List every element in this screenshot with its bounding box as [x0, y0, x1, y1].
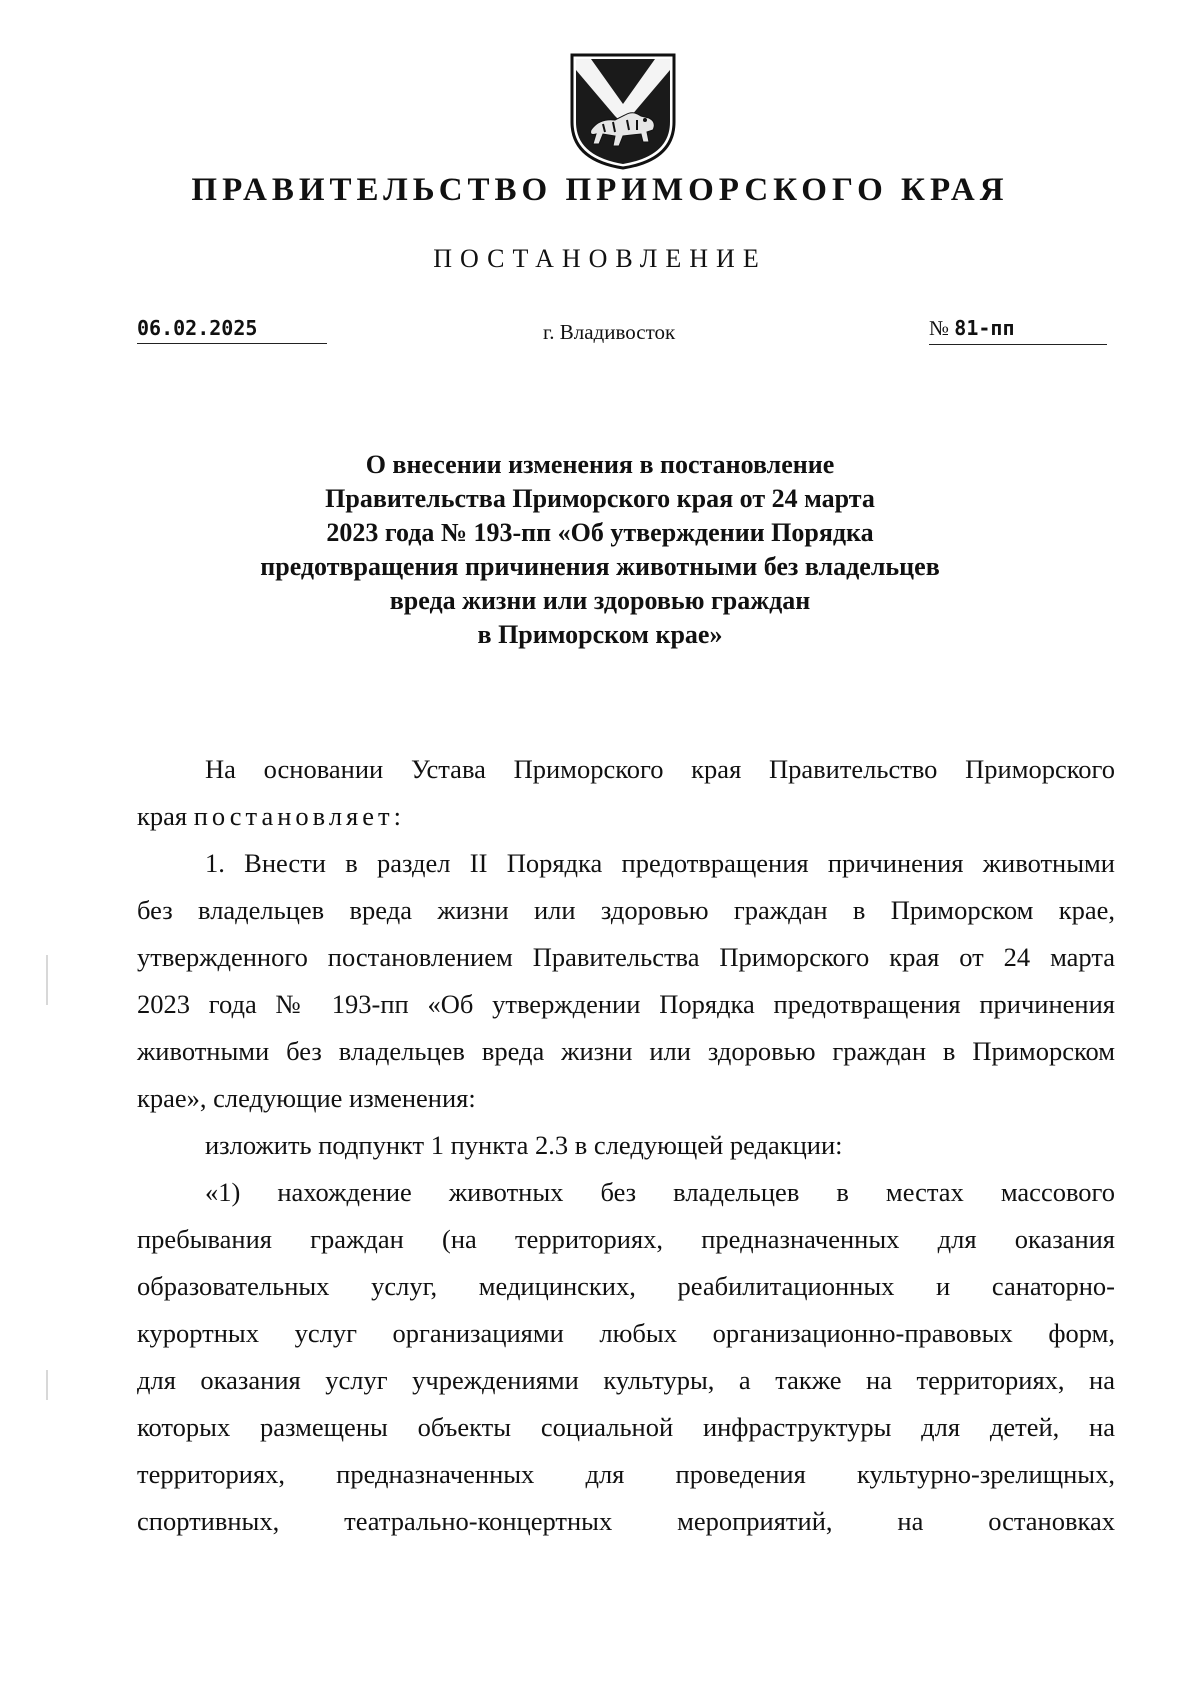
body-line: животными без владельцев вреда жизни или здоровью граждан в Приморском [137, 1036, 1115, 1066]
body-line: спортивных, театрально-концертных мероприятий, на остановках [137, 1506, 1115, 1536]
body-line [137, 793, 1115, 840]
scan-margin-mark [46, 955, 48, 1005]
title-line: вреда жизни или здоровью граждан [389, 586, 811, 615]
scan-margin-mark [46, 1370, 48, 1400]
number-prefix: № [929, 316, 950, 340]
title-line: предотвращения причинения животными без владельцев [260, 552, 940, 581]
document-type: ПОСТАНОВЛЕНИЕ [433, 244, 767, 273]
body-line: изложить подпункт 1 пункта 2.3 в следующей редакции: [205, 1130, 843, 1160]
body-line: пребывания граждан (на территориях, предназначенных для оказания [137, 1224, 1115, 1254]
body-line: крае», следующие изменения: [137, 1083, 476, 1113]
body-line: без владельцев вреда жизни или здоровью граждан в Приморском крае, [137, 895, 1115, 925]
body-line: 2023 года № 193-пп «Об утверждении Порядка предотвращения причинения [137, 989, 1115, 1019]
document-city: г. Владивосток [543, 320, 676, 344]
body-line: территориях, предназначенных для проведения культурно-зрелищных, [137, 1459, 1115, 1489]
number-value: 81-пп [954, 316, 1015, 340]
document-date: 06.02.2025 [137, 316, 327, 344]
body-line: образовательных услуг, медицинских, реабилитационных и санаторно- [137, 1271, 1115, 1301]
document-title [140, 448, 1060, 652]
document-number [929, 316, 1107, 345]
body-line: курортных услуг организациями любых организационно-правовых форм, [137, 1318, 1115, 1348]
coat-of-arms-emblem [569, 52, 677, 170]
body-text: края [137, 801, 188, 831]
body-line: утвержденного постановлением Правительства Приморского края от 24 марта [137, 942, 1115, 972]
document-body [137, 746, 1115, 1545]
body-line: «1) нахождение животных без владельцев в местах массового [205, 1177, 1115, 1207]
body-line: 1. Внести в раздел II Порядка предотвращения причинения животными [205, 848, 1115, 878]
title-line: О внесении изменения в постановление [365, 450, 835, 479]
organization-title: ПРАВИТЕЛЬСТВО ПРИМОРСКОГО КРАЯ [191, 172, 1009, 208]
body-line: На основании Устава Приморского края Правительство Приморского [205, 754, 1115, 784]
body-line: которых размещены объекты социальной инфраструктуры для детей, на [137, 1412, 1115, 1442]
title-line: 2023 года № 193-пп «Об утверждении Порядка [326, 518, 874, 547]
title-line: Правительства Приморского края от 24 марта [325, 484, 875, 513]
title-line: в Приморском крае» [477, 620, 723, 649]
resolution-word: постановляет: [193, 801, 405, 831]
body-line: для оказания услуг учреждениями культуры, а также на территориях, на [137, 1365, 1115, 1395]
